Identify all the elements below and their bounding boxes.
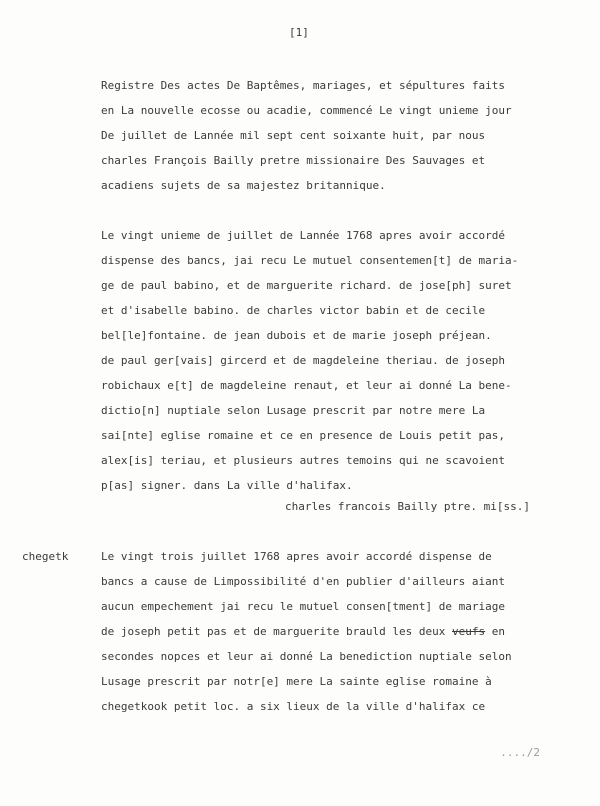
- heading-line: De juillet de Lannée mil sept cent soixante huit, par nous: [101, 129, 486, 142]
- struck-word: veufs: [452, 625, 486, 638]
- entry1-line: bel[le]fontaine. de jean dubois et de marie joseph préjean.: [101, 329, 492, 342]
- entry2-line4-before: de joseph petit pas et de marguerite brauld les deux: [101, 625, 452, 638]
- margin-note: chegetk: [22, 550, 69, 563]
- heading-line: Registre Des actes De Baptêmes, mariages, et sépultures faits: [101, 79, 505, 92]
- entry1-line: sai[nte] eglise romaine et ce en presence de Louis petit pas,: [101, 429, 505, 442]
- entry2-line: secondes nopces et leur ai donné La benediction nuptiale selon: [101, 650, 512, 663]
- entry1-line: de paul ger[vais] gircerd et de magdeleine theriau. de joseph: [101, 354, 505, 367]
- entry1-line: et d'isabelle babino. de charles victor babin et de cecile: [101, 304, 486, 317]
- heading-line: acadiens sujets de sa majestez britannique.: [101, 179, 386, 192]
- entry1-line: Le vingt unieme de juillet de Lannée 1768 apres avoir accordé: [101, 229, 505, 242]
- entry2-line: aucun empechement jai recu le mutuel consen[tment] de mariage: [101, 600, 505, 613]
- entry2-line: Le vingt trois juillet 1768 apres avoir accordé dispense de: [101, 550, 492, 563]
- entry1-line: dictio[n] nuptiale selon Lusage prescrit par notre mere La: [101, 404, 486, 417]
- entry2-line: chegetkook petit loc. a six lieux de la ville d'halifax ce: [101, 700, 486, 713]
- entry2-line: [101, 625, 505, 639]
- heading-line: charles François Bailly pretre missionaire Des Sauvages et: [101, 154, 486, 167]
- continuation-marker: ..../2: [500, 746, 540, 759]
- entry2-line4-after: en: [485, 625, 505, 638]
- entry2-line: Lusage prescrit par notr[e] mere La sainte eglise romaine à: [101, 675, 492, 688]
- entry1-line: p[as] signer. dans La ville d'halifax.: [101, 479, 353, 492]
- heading-line: en La nouvelle ecosse ou acadie, commencé Le vingt unieme jour: [101, 104, 512, 117]
- page-number: [1]: [289, 26, 309, 39]
- signature: charles francois Bailly ptre. mi[ss.]: [284, 500, 530, 513]
- entry1-line: robichaux e[t] de magdeleine renaut, et leur ai donné La bene-: [101, 379, 512, 392]
- entry2-line: bancs a cause de Limpossibilité d'en publier d'ailleurs aiant: [101, 575, 505, 588]
- entry1-line: alex[is] teriau, et plusieurs autres temoins qui ne scavoient: [101, 454, 505, 467]
- entry1-line: ge de paul babino, et de marguerite richard. de jose[ph] suret: [101, 279, 512, 292]
- entry1-line: dispense des bancs, jai recu Le mutuel consentemen[t] de maria-: [101, 254, 519, 267]
